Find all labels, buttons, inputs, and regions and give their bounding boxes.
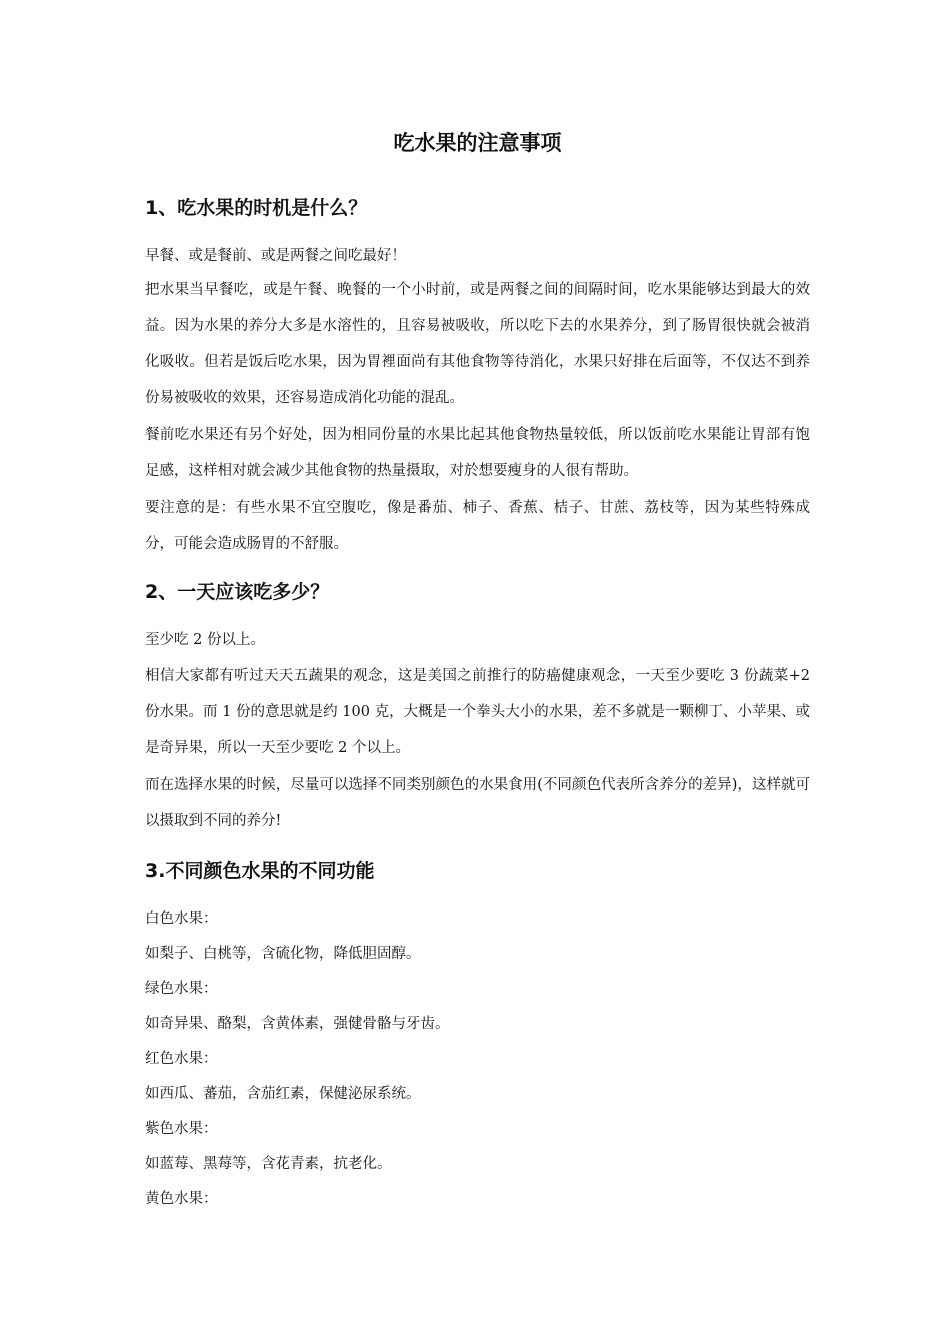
color-label-yellow: 黄色水果： xyxy=(145,1191,218,1207)
color-desc-red: 如西瓜、蕃茄，含茄红素，保健泌尿系统。 xyxy=(145,1086,421,1102)
color-desc-green: 如奇异果、酪梨，含黄体素，强健骨骼与牙齿。 xyxy=(145,1016,450,1032)
section-3-heading: 3.不同颜色水果的不同功能 xyxy=(145,860,375,882)
section-1-heading: 1、吃水果的时机是什么？ xyxy=(145,197,368,219)
section-1-summary: 早餐、或是餐前、或是两餐之间吃最好！ xyxy=(145,248,406,264)
color-label-red: 红色水果： xyxy=(145,1051,218,1067)
section-2-paragraph-2: 而在选择水果的时候，尽量可以选择不同类别颜色的水果食用(不同颜色代表所含养分的差异)，这样就可以摄取到不同的养分! xyxy=(145,777,810,829)
document-title: 吃水果的注意事项 xyxy=(393,131,562,155)
color-label-purple: 紫色水果： xyxy=(145,1121,218,1137)
section-2-summary: 至少吃 2 份以上。 xyxy=(145,632,265,648)
color-label-green: 绿色水果： xyxy=(145,981,218,997)
color-label-white: 白色水果： xyxy=(145,911,218,927)
color-desc-purple: 如蓝莓、黑莓等，含花青素，抗老化。 xyxy=(145,1156,392,1172)
section-1-paragraph-2: 餐前吃水果还有另个好处，因为相同份量的水果比起其他食物热量较低，所以饭前吃水果能让胃部有饱足感，这样相对就会减少其他食物的热量摄取，对於想要瘦身的人很有帮助。 xyxy=(145,427,810,479)
section-1-paragraph-3: 要注意的是：有些水果不宜空腹吃，像是番茄、柿子、香蕉、桔子、甘蔗、荔枝等，因为某些特殊成分，可能会造成肠胃的不舒服。 xyxy=(145,500,810,552)
section-2-paragraph-1: 相信大家都有听过天天五蔬果的观念，这是美国之前推行的防癌健康观念，一天至少要吃 3 份蔬菜+2 份水果。而 1 份的意思就是约 100 克，大概是一个拳头大小的水果，差不多就是一颗柳丁、小苹果、或是奇异果，所以一天至少要吃 2 个以上。 xyxy=(145,668,810,756)
section-2-heading: 2、一天应该吃多少？ xyxy=(145,581,330,603)
section-1-paragraph-1: 把水果当早餐吃，或是午餐、晚餐的一个小时前，或是两餐之间的间隔时间，吃水果能够达到最大的效益。因为水果的养分大多是水溶性的，且容易被吸收，所以吃下去的水果养分，到了肠胃很快就会被消化吸收。但若是饭后吃水果，因为胃裡面尚有其他食物等待消化，水果只好排在后面等，不仅达不到养份易被吸收的效果，还容易造成消化功能的混乱。 xyxy=(145,282,810,406)
color-desc-white: 如梨子、白桃等，含硫化物，降低胆固醇。 xyxy=(145,946,421,962)
